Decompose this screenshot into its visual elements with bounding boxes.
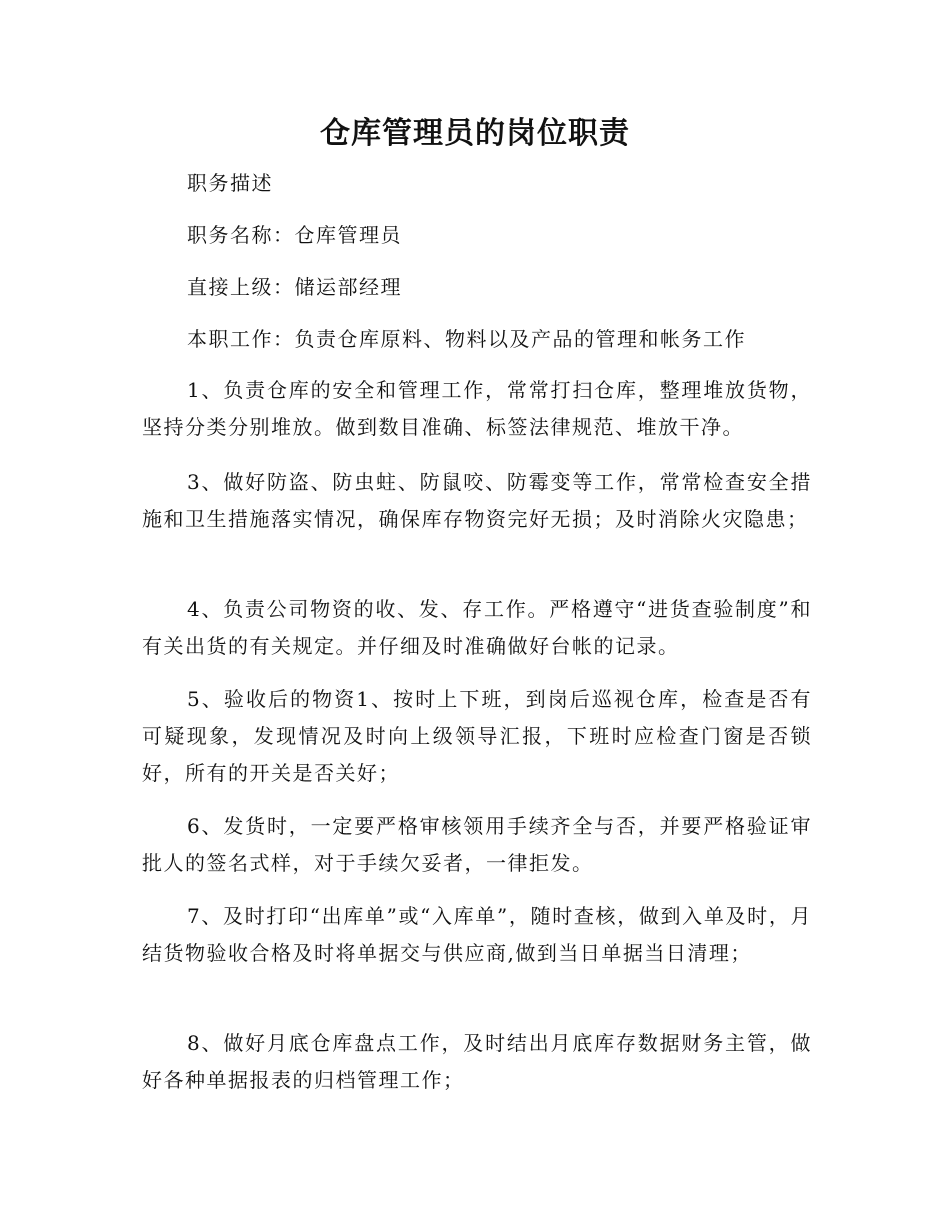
job-title-line: 职务名称：仓库管理员 [187,223,402,247]
supervisor-line: 直接上级：储运部经理 [187,275,402,299]
duty-paragraph-8: 8、做好月底仓库盘点工作，及时结出月底库存数据财务主管，做好各种单据报表的归档管理工作； [142,1031,812,1092]
duty-paragraph-6: 6、发货时，一定要严格审核领用手续齐全与否，并要严格验证审批人的签名式样，对于手续欠妥者，一律拒发。 [142,814,812,875]
document-title: 仓库管理员的岗位职责 [320,116,630,151]
duty-paragraph-7: 7、及时打印“出库单”或“入库单”，随时查核，做到入单及时，月结货物验收合格及时将单据交与供应商,做到当日单据当日清理； [142,904,812,965]
duty-paragraph-5: 5、验收后的物资1、按时上下班，到岗后巡视仓库，检查是否有可疑现象，发现情况及时向上级领导汇报，下班时应检查门窗是否锁好，所有的开关是否关好； [142,687,812,785]
duty-paragraph-1: 1、负责仓库的安全和管理工作，常常打扫仓库，整理堆放货物，坚持分类分别堆放。做到数目准确、标签法律规范、堆放干净。 [142,378,812,439]
job-scope-line: 本职工作：负责仓库原料、物料以及产品的管理和帐务工作 [187,327,746,351]
duty-paragraph-3: 3、做好防盗、防虫蛀、防鼠咬、防霉变等工作，常常检查安全措施和卫生措施落实情况，确保库存物资完好无损；及时消除火灾隐患； [142,470,812,531]
section-heading: 职务描述 [187,171,273,195]
duty-paragraph-4: 4、负责公司物资的收、发、存工作。严格遵守“进货查验制度”和有关出货的有关规定。并仔细及时准确做好台帐的记录。 [142,597,812,658]
